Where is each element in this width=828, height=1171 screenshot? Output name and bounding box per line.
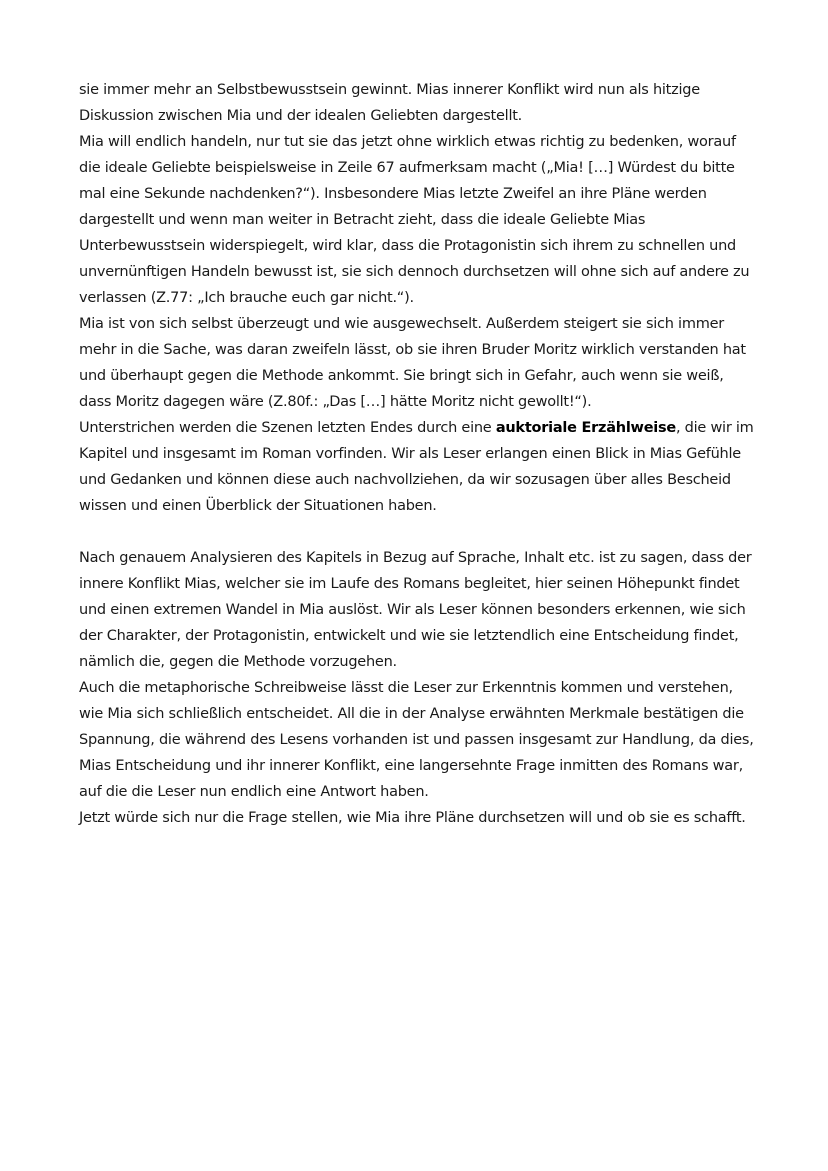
paragraph-erzaehlweise [79,415,759,519]
paragraph-fazit-metaphorik: Auch die metaphorische Schreibweise lässt die Leser zur Erkenntnis kommen und verstehen, wie Mia sich schließlich entscheidet. All die in der Analyse erwähnten Merkmale bestätigen die Spannung, die während des Lesens vorhanden ist und passen insgesamt zur Handlung, da dies, Mias Entscheidung und ihr innerer Konflikt, eine langersehnte Frage inmitten des Romans war, auf die die Leser nun endlich eine Antwort haben. [79,680,754,800]
erzaehlweise-text-before: Unterstrichen werden die Szenen letzten Endes durch eine [79,420,496,436]
paragraph-fazit-analyse: Nach genauem Analysieren des Kapitels in Bezug auf Sprache, Inhalt etc. ist zu sagen, dass der innere Konflikt Mias, welcher sie im Laufe des Romans begleitet, hier seinen Höhepunkt findet und einen extremen Wandel in Mia auslöst. Wir als Leser können besonders erkennen, wie sich der Charakter, der Protagonistin, entwickelt und wie sie letztendlich eine Entscheidung findet, nämlich die, gegen die Methode vorzugehen. [79,550,752,670]
erzaehlweise-bold-term: auktoriale Erzählweise [495,420,676,436]
erzaehlweise-text-after: , die wir im Kapitel und insgesamt im Roman vorfinden. Wir als Leser erlangen einen Blick in Mias Gefühle und Gedanken und können diese auch nachvollziehen, da wir sozusagen über alles Bescheid wissen und einen Überblick der Situationen haben. [79,420,754,514]
paragraph-spacer [79,519,759,545]
paragraph-konflikt-diskussion: sie immer mehr an Selbstbewusstsein gewinnt. Mias innerer Konflikt wird nun als hitzige Diskussion zwischen Mia und der idealen Geliebten dargestellt. [79,82,700,124]
paragraph-mia-ueberzeugt: Mia ist von sich selbst überzeugt und wie ausgewechselt. Außerdem steigert sie sich immer mehr in die Sache, was daran zweifeln lässt, ob sie ihren Bruder Moritz wirklich verstanden hat und überhaupt gegen die Methode ankommt. Sie bringt sich in Gefahr, auch wenn sie weiß, dass Moritz dagegen wäre (Z.80f.: „Das […] hätte Moritz nicht gewollt!“). [79,316,746,410]
paragraph-mia-handeln: Mia will endlich handeln, nur tut sie das jetzt ohne wirklich etwas richtig zu bedenken, worauf die ideale Geliebte beispielsweise in Zeile 67 aufmerksam macht („Mia! […] Würdest du bitte mal eine Sekunde nachdenken?“). Insbesondere Mias letzte Zweifel an ihre Pläne werden dargestellt und wenn man weiter in Betracht zieht, dass die ideale Geliebte Mias Unterbewusstsein widerspiegelt, wird klar, dass die Protagonistin sich ihrem zu schnellen und unvernünftigen Handeln bewusst ist, sie sich dennoch durchsetzen will ohne sich auf andere zu verlassen (Z.77: „Ich brauche euch gar nicht.“). [79,134,750,306]
document-page [79,77,759,831]
paragraph-fazit-ausblick: Jetzt würde sich nur die Frage stellen, wie Mia ihre Pläne durchsetzen will und ob sie es schafft. [79,810,746,826]
